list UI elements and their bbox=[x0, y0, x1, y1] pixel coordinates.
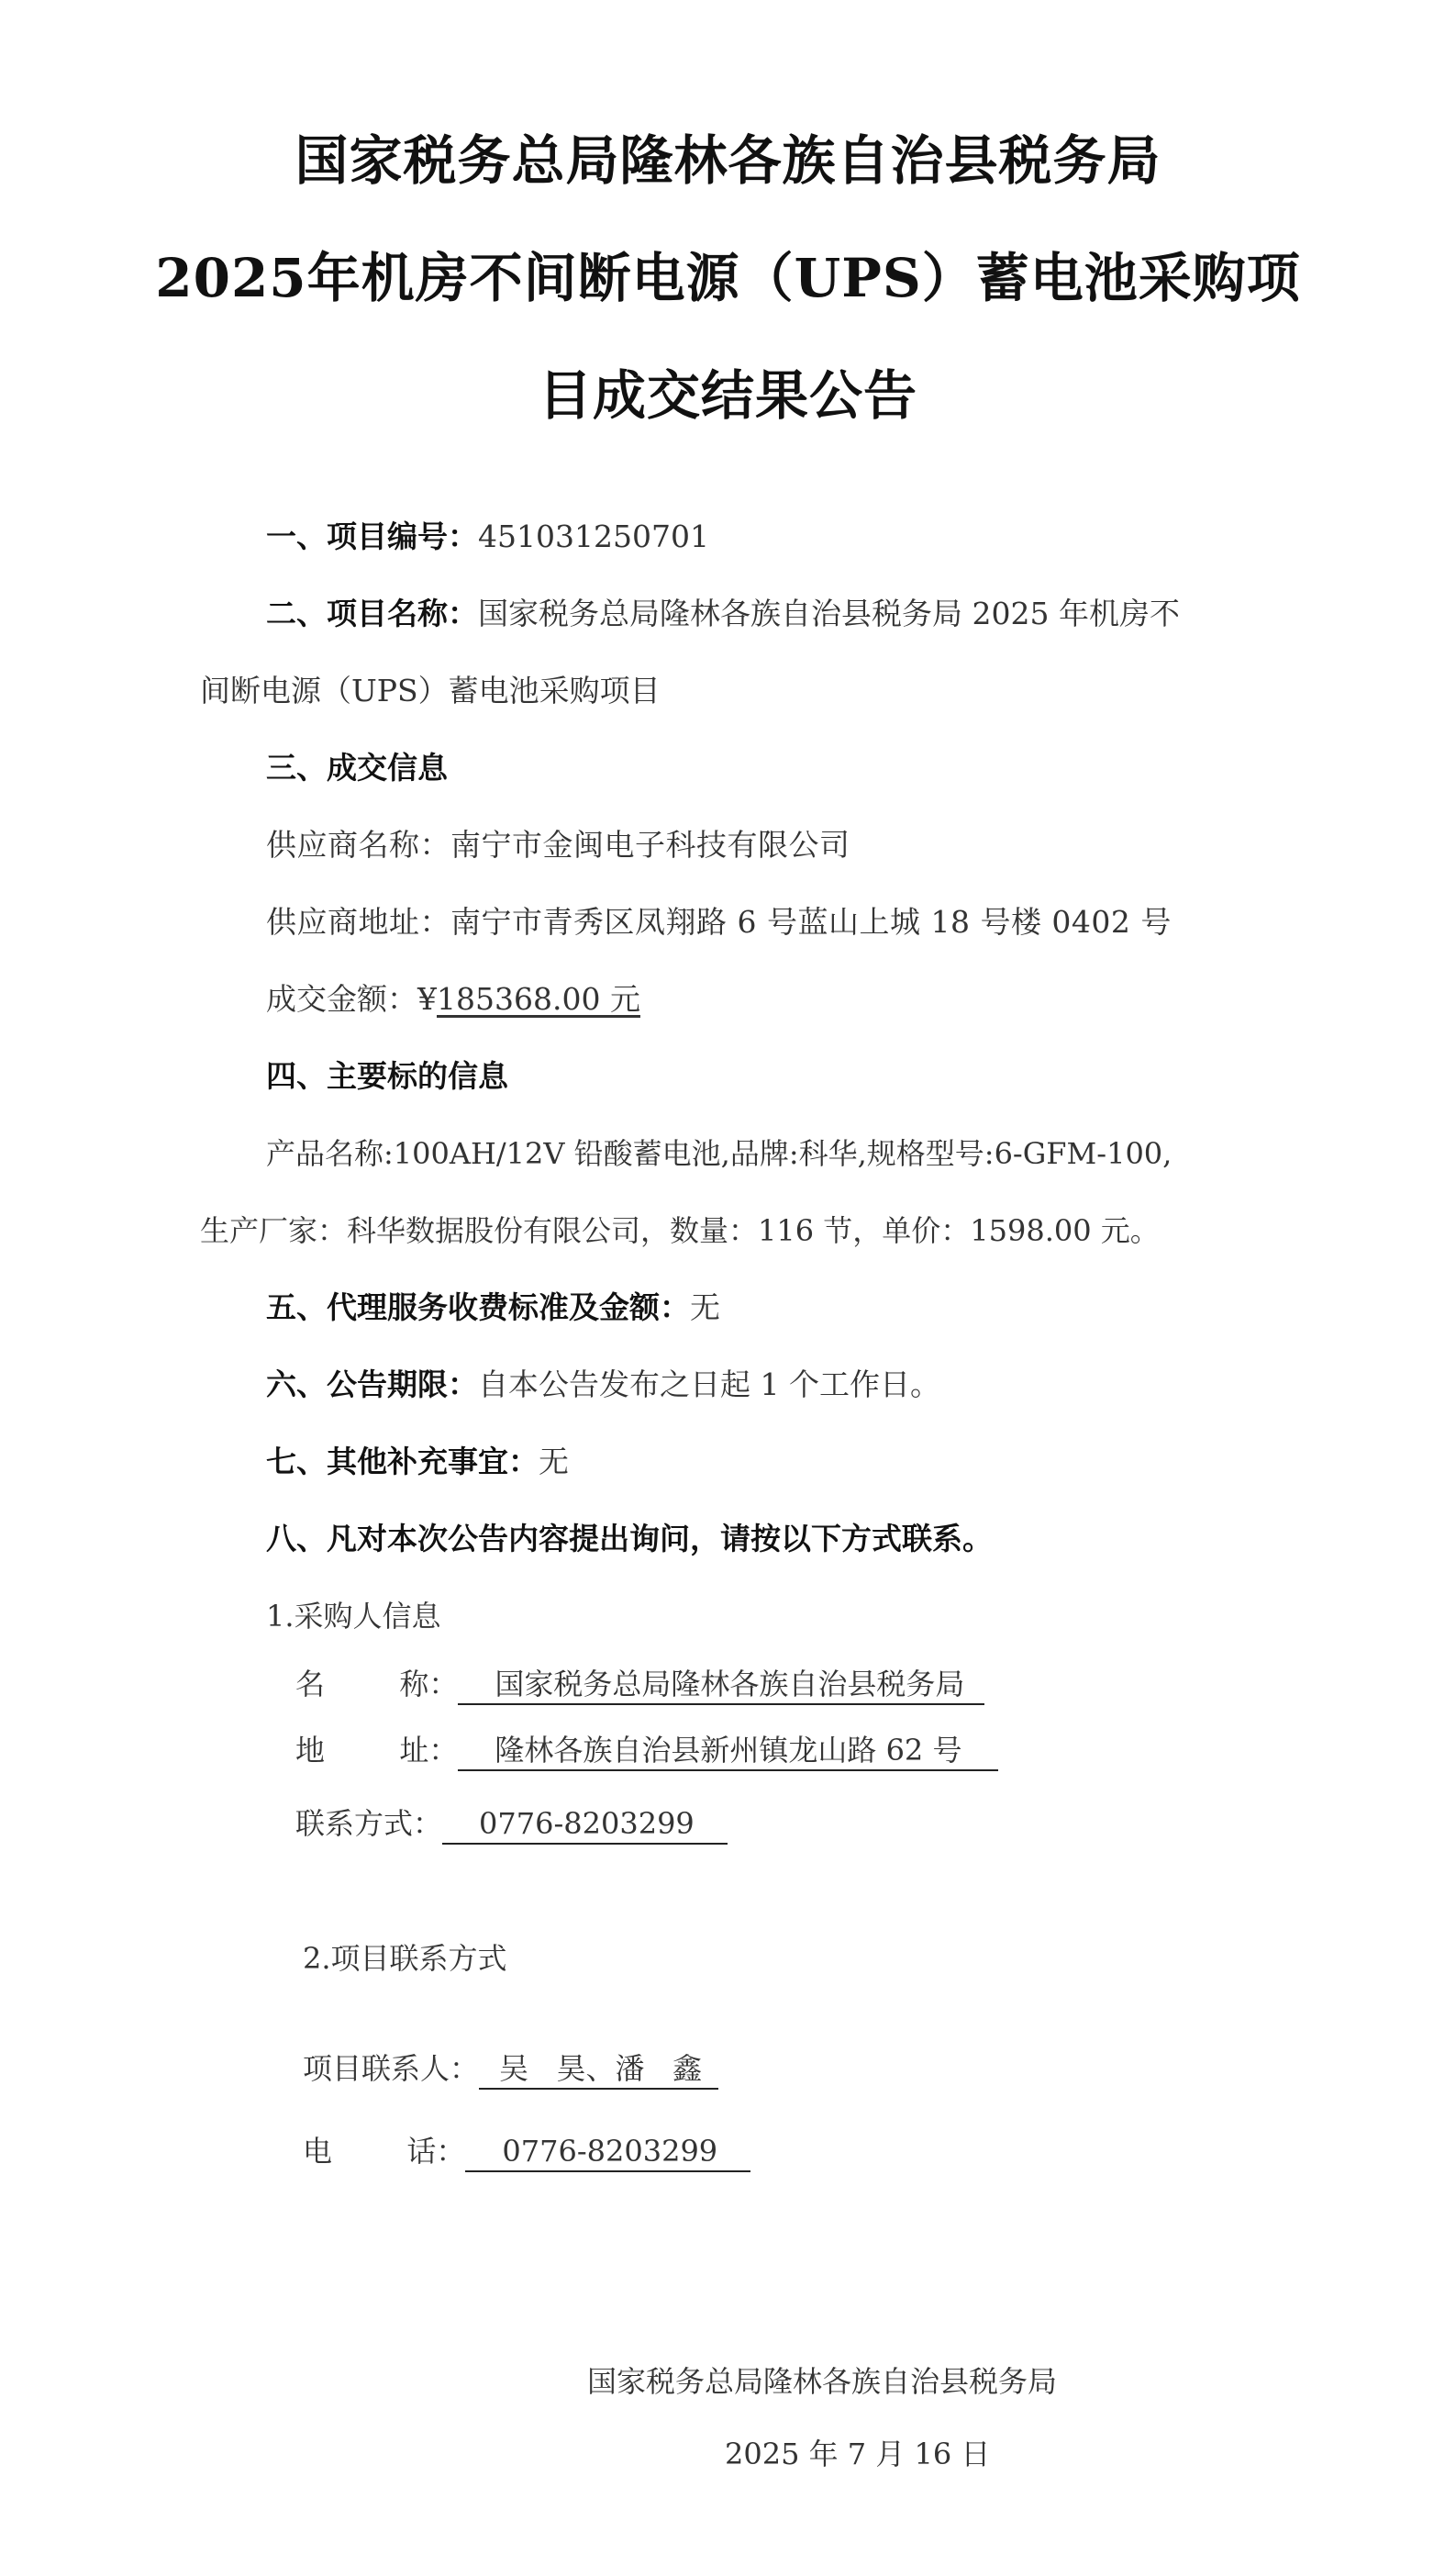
section-deal-info bbox=[266, 748, 448, 788]
buyer-heading: 1.采购人信息 bbox=[266, 1599, 441, 1634]
section-label: 八、凡对本次公告内容提出询问，请按以下方式联系。 bbox=[266, 1521, 993, 1556]
project-name-part-2: 间断电源（UPS）蓄电池采购项目 bbox=[200, 673, 661, 708]
section-label: 一、项目编号： bbox=[266, 519, 478, 554]
project-contact-phone-row bbox=[303, 2131, 750, 2172]
project-number: 451031250701 bbox=[478, 519, 709, 554]
agency-fee-value: 无 bbox=[690, 1289, 720, 1325]
project-contact-person: 吴 昊、潘 鑫 bbox=[479, 2049, 718, 2090]
deal-amount-row bbox=[266, 979, 640, 1020]
section-inquiry bbox=[266, 1519, 993, 1559]
title-line-3: 目成交结果公告 bbox=[538, 364, 917, 427]
title-line-1: 国家税务总局隆林各族自治县税务局 bbox=[295, 129, 1161, 192]
product-info-b: 生产厂家：科华数据股份有限公司，数量：116 节，单价：1598.00 元。 bbox=[200, 1213, 1160, 1248]
section-agency-fee bbox=[266, 1288, 720, 1328]
section-label: 二、项目名称： bbox=[266, 596, 478, 631]
deal-amount: 185368.00 元 bbox=[437, 981, 640, 1017]
supplier-name-label: 供应商名称： bbox=[266, 827, 450, 863]
project-contact-phone: 0776-8203299 bbox=[465, 2132, 750, 2172]
section-label: 四、主要标的信息 bbox=[266, 1058, 508, 1094]
supplier-address-label: 供应商地址： bbox=[266, 904, 450, 940]
section-project-name bbox=[266, 594, 1180, 634]
notice-period-value: 自本公告发布之日起 1 个工作日。 bbox=[478, 1366, 940, 1402]
buyer-address-row bbox=[295, 1730, 998, 1771]
section-label: 六、公告期限： bbox=[266, 1366, 478, 1402]
buyer-name-row bbox=[295, 1664, 984, 1705]
section-label: 七、其他补充事宜： bbox=[266, 1444, 539, 1479]
buyer-contact: 0776-8203299 bbox=[442, 1804, 728, 1845]
section-label: 三、成交信息 bbox=[266, 750, 448, 786]
footer-organization bbox=[587, 2361, 1057, 2402]
section-other-matters bbox=[266, 1442, 569, 1482]
section-label: 五、代理服务收费标准及金额： bbox=[266, 1289, 690, 1325]
supplier-address: 南宁市青秀区凤翔路 6 号蓝山上城 18 号楼 0402 号 bbox=[450, 904, 1172, 940]
project-contact-phone-label: 电 话： bbox=[303, 2134, 466, 2169]
project-contact-person-row bbox=[303, 2048, 718, 2090]
buyer-contact-label: 联系方式： bbox=[295, 1806, 443, 1841]
other-matters-value: 无 bbox=[539, 1444, 569, 1479]
buyer-name: 国家税务总局隆林各族自治县税务局 bbox=[458, 1665, 984, 1705]
buyer-address-label: 地 址： bbox=[295, 1733, 459, 1768]
supplier-name-row bbox=[266, 825, 850, 865]
footer-org: 国家税务总局隆林各族自治县税务局 bbox=[587, 2364, 1058, 2399]
product-info-line-2 bbox=[200, 1210, 1160, 1251]
title-line-2: 2025年机房不间断电源（UPS）蓄电池采购项 bbox=[155, 247, 1301, 309]
project-name-part-1: 国家税务总局隆林各族自治县税务局 2025 年机房不 bbox=[478, 596, 1180, 631]
project-name-continued bbox=[200, 671, 661, 711]
buyer-address: 隆林各族自治县新州镇龙山路 62 号 bbox=[458, 1731, 998, 1771]
buyer-contact-row bbox=[295, 1803, 728, 1845]
supplier-name: 南宁市金闽电子科技有限公司 bbox=[450, 827, 850, 863]
footer-date-row bbox=[725, 2434, 990, 2474]
project-contact-heading bbox=[303, 1938, 507, 1979]
product-info-line-1 bbox=[266, 1133, 1172, 1174]
section-notice-period bbox=[266, 1365, 940, 1405]
section-main-items bbox=[266, 1056, 508, 1097]
buyer-name-label: 名 称： bbox=[295, 1667, 459, 1701]
footer-date: 2025 年 7 月 16 日 bbox=[725, 2437, 991, 2471]
section-project-number bbox=[266, 517, 709, 557]
project-contact-heading-text: 2.项目联系方式 bbox=[303, 1941, 507, 1976]
supplier-address-row bbox=[266, 902, 1172, 942]
deal-amount-label: 成交金额：¥ bbox=[266, 981, 437, 1017]
project-contact-person-label: 项目联系人： bbox=[303, 2051, 480, 2086]
product-info-a: 产品名称:100AH/12V 铅酸蓄电池,品牌:科华,规格型号:6-GFM-100, bbox=[266, 1136, 1173, 1171]
buyer-info-heading bbox=[266, 1596, 441, 1636]
